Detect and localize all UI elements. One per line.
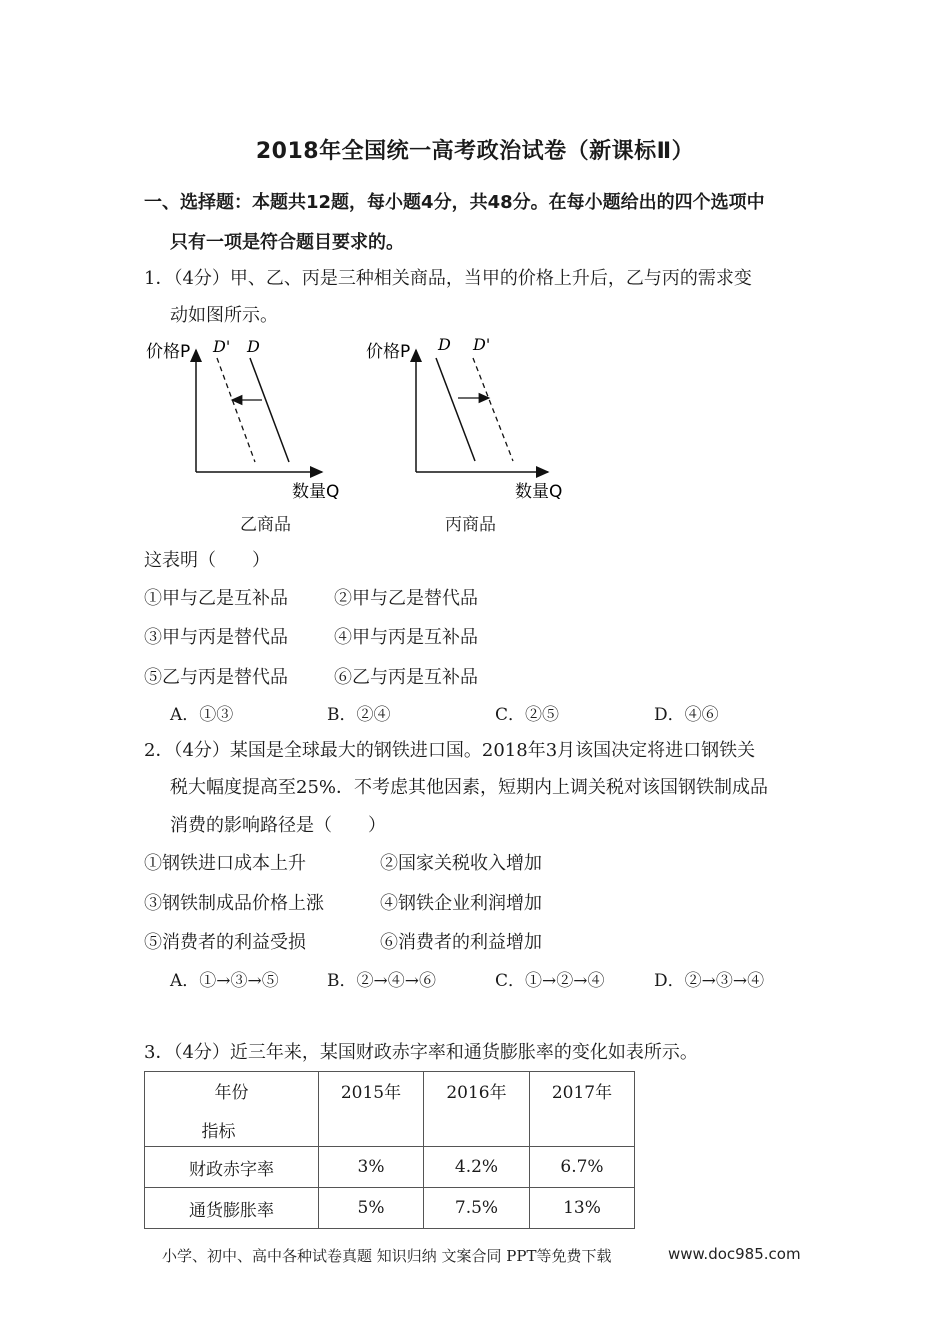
q2-line3: 消费的影响路径是（ ） xyxy=(170,815,386,836)
figure-caption-bing: 丙商品 xyxy=(445,515,496,535)
table-cell: 6.7% xyxy=(530,1147,635,1188)
table-row xyxy=(145,1188,635,1229)
q1-line2: 动如图所示。 xyxy=(170,305,278,326)
table-cell: 7.5% xyxy=(424,1188,530,1229)
q1-item: ⑥乙与丙是互补品 xyxy=(334,667,478,688)
indicator-table xyxy=(144,1071,635,1229)
table-row xyxy=(145,1147,635,1188)
y-axis-label: 价格P xyxy=(146,342,191,362)
demand-curve-d-prime xyxy=(473,358,513,461)
q1-option-a: A．①③ xyxy=(170,705,234,725)
table-corner-cell xyxy=(145,1072,319,1147)
corner-label-indicator: 指标 xyxy=(201,1122,236,1142)
q2-line1: 2．（4分）某国是全球最大的钢铁进口国。2018年3月该国决定将进口钢铁关 xyxy=(144,740,756,761)
section-header-line2: 只有一项是符合题目要求的。 xyxy=(170,232,404,253)
q2-item: ⑥消费者的利益增加 xyxy=(380,932,542,953)
q2-item: ④钢铁企业利润增加 xyxy=(380,893,542,914)
figure-caption-yi: 乙商品 xyxy=(240,515,291,535)
x-axis-label: 数量Q xyxy=(292,482,340,502)
demand-figure-yi xyxy=(140,330,370,540)
table-cell: 5% xyxy=(319,1188,424,1229)
table-header-cell: 2016年 xyxy=(424,1072,530,1147)
demand-curve-d xyxy=(250,358,289,462)
q1-item: ①甲与乙是互补品 xyxy=(144,588,288,609)
table-row-label: 财政赤字率 xyxy=(145,1147,319,1188)
table-header-cell: 2015年 xyxy=(319,1072,424,1147)
q2-option-c: C．①→②→④ xyxy=(495,971,605,991)
curve-label-d: D xyxy=(438,335,451,354)
table-header-row xyxy=(145,1072,635,1147)
q2-option-d: D．②→③→④ xyxy=(654,971,765,991)
table-cell: 3% xyxy=(319,1147,424,1188)
curve-label-d: D xyxy=(247,337,260,356)
y-axis-label: 价格P xyxy=(366,342,411,362)
q1-line1: 1．（4分）甲、乙、丙是三种相关商品，当甲的价格上升后，乙与丙的需求变 xyxy=(144,268,752,289)
curve-label-d-prime: D' xyxy=(213,337,231,356)
page-title: 2018年全国统一高考政治试卷（新课标Ⅱ） xyxy=(255,139,695,164)
demand-curve-d-prime xyxy=(217,358,255,462)
section-header-line1: 一、选择题：本题共12题，每小题4分，共48分。在每小题给出的四个选项中 xyxy=(144,192,765,213)
table-cell: 4.2% xyxy=(424,1147,530,1188)
q3-line1: 3．（4分）近三年来，某国财政赤字率和通货膨胀率的变化如表所示。 xyxy=(144,1042,698,1063)
table-cell: 13% xyxy=(530,1188,635,1229)
table-row-label: 通货膨胀率 xyxy=(145,1188,319,1229)
curve-label-d-prime: D' xyxy=(473,335,491,354)
q2-item: ③钢铁制成品价格上涨 xyxy=(144,893,324,914)
q1-option-b: B．②④ xyxy=(327,705,391,725)
q2-option-b: B．②→④→⑥ xyxy=(327,971,436,991)
q1-option-c: C．②⑤ xyxy=(495,705,560,725)
q2-item: ②国家关税收入增加 xyxy=(380,853,542,874)
q2-item: ⑤消费者的利益受损 xyxy=(144,932,306,953)
q1-option-d: D．④⑥ xyxy=(654,705,719,725)
q1-item: ⑤乙与丙是替代品 xyxy=(144,667,288,688)
demand-curve-d xyxy=(436,358,475,461)
corner-label-year: 年份 xyxy=(214,1083,249,1103)
q1-item: ④甲与丙是互补品 xyxy=(334,627,478,648)
q2-item: ①钢铁进口成本上升 xyxy=(144,853,306,874)
q1-item: ②甲与乙是替代品 xyxy=(334,588,478,609)
demand-figure-bing xyxy=(360,330,590,540)
footer-site-link[interactable]: www.doc985.com xyxy=(668,1245,801,1263)
q1-stem: 这表明（ ） xyxy=(144,550,270,571)
x-axis-label: 数量Q xyxy=(515,482,563,502)
q1-item: ③甲与丙是替代品 xyxy=(144,627,288,648)
q2-line2: 税大幅度提高至25%．不考虑其他因素，短期内上调关税对该国钢铁制成品 xyxy=(170,777,769,798)
q2-option-a: A．①→③→⑤ xyxy=(170,971,279,991)
footer-text: 小学、初中、高中各种试卷真题 知识归纳 文案合同 PPT等免费下载 xyxy=(162,1247,612,1265)
table-header-cell: 2017年 xyxy=(530,1072,635,1147)
